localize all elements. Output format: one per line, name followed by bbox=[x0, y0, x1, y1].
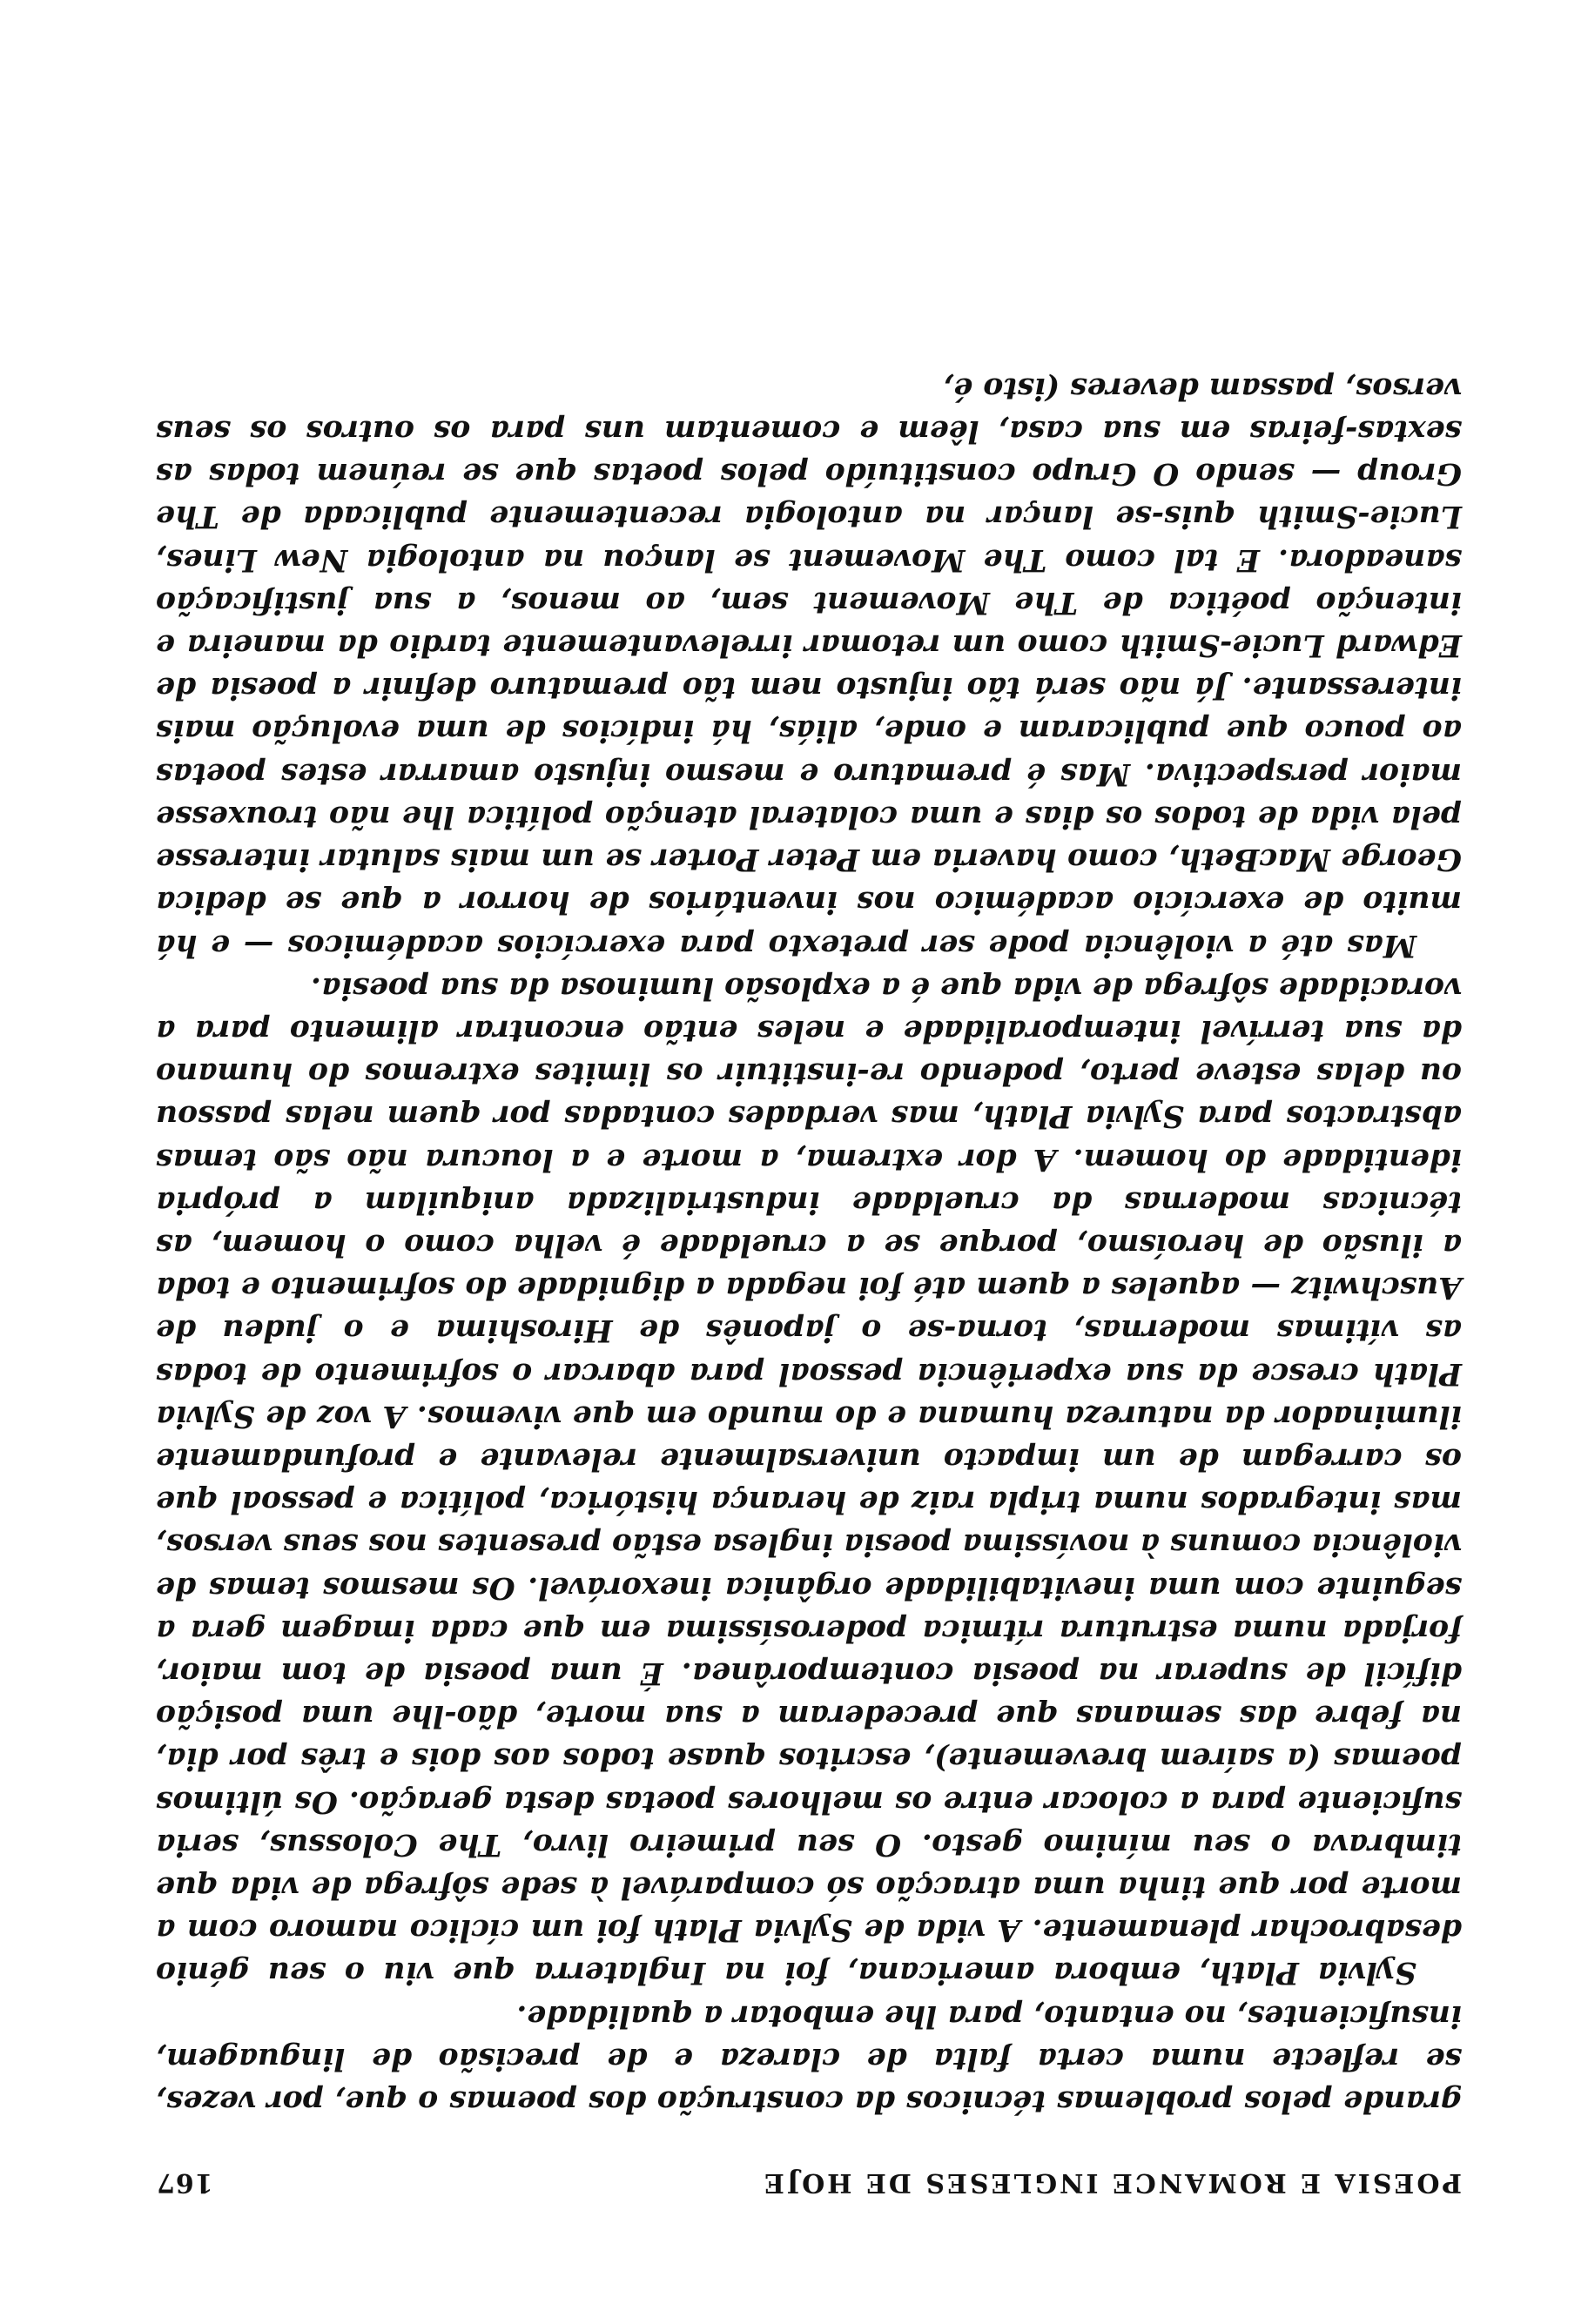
paragraph: Sylvia Plath, embora americana, foi na Inglaterra que viu o seu génio desabrochar plenamente. A vida de Sylvia Plath foi um cíclico namoro com a morte por que tinha uma atracção só comparável à sede sôfrega de vida que timbrava o seu mínimo gesto. O seu primeiro livro, The Colossus, seria suficiente para a colocar entre os melhores poetas desta geração. Os últimos poemas (a saírem brevemente), escritos quase todos aos dois e três por dia, na febre das semanas que precederam a sua morte, dão-lhe uma posição difícil de superar na poesia contemporânea. É uma poesia de tom maior, forjada numa estrutura rítmica poderosíssima em que cada imagem gera a seguinte com uma inevitabilidade orgânica inexorável. Os mesmos temas de violência comuns à novíssima poesia inglesa estão presentes nos seus versos, mas integrados numa tripla raiz de herança histórica, política e pessoal que os carregam de um impacto universalmente relevante e profundamente iluminador da natureza humana e do mundo em que vivemos. A voz de Sylvia Plath cresce da sua experiência pessoal para abarcar o sofrimento de todas as vítimas modernas, torna-se o japonês de Hiroshima e o judeu de Auschwitz — aqueles a quem até foi negada a dignidade do sofrimento e toda a ilusão de heroísmo, porque se a crueldade é velha como o homem, as técnicas modernas da crueldade industrializada aniquilam a própria identidade do homem. A dor extrema, a morte e a loucura não são temas abstractos para Sylvia Plath, mas verdades contadas por quem nelas passou ou delas esteve perto, podendo re-instituir os limites extremos do humano da sua terrível intemporalidade e neles então encontrar alimento para a voracidade sôfrega de vida que é a explosão luminosa da sua poesia. bbox=[156, 970, 1462, 1991]
paragraph: Mas até a violência pode ser pretexto para exercícios académicos — e há muito de exercício académico nos inventários de horror a que se dedica George MacBeth, como haveria em Peter Porter se um mais salutar interesse pela vida de todos os dias e uma colateral atenção política lhe não trouxesse maior perspectiva. Mas é prematuro e mesmo injusto amarrar estes poetas ao pouco que publicaram e onde, aliás, há indícios de uma evolução mais interessante. Já não será tão injusto nem tão prematuro definir a poesia de Edward Lucie-Smith como um retomar irrelevantemente tardio da maneira e intenção poética de The Movement sem, ao menos, a sua justificação saneadora. E tal como The Movement se lançou na antologia New Lines, Lucie-Smith quis-se lançar na antologia recentemente publicada de The Group — sendo O Grupo constituído pelos poetas que se reúnem todas as sextas-feiras em sua casa, lêem e comentam uns para os outros os seus versos, passam deveres (isto é, bbox=[156, 370, 1462, 963]
running-head bbox=[156, 2167, 1462, 2198]
page-number: 167 bbox=[156, 2167, 213, 2198]
body-text bbox=[156, 366, 1462, 2122]
page-content bbox=[156, 366, 1462, 2198]
running-head-title: POESIA E ROMANCE INGLESES DE HOJE bbox=[762, 2167, 1462, 2198]
paragraph: grande pelos problemas técnicos da construção dos poemas o que, por vezes, se reflecte numa certa falta de clareza e de precisão de linguagem, insuficientes, no entanto, para lhe embotar a qualidade. bbox=[156, 1998, 1462, 2119]
